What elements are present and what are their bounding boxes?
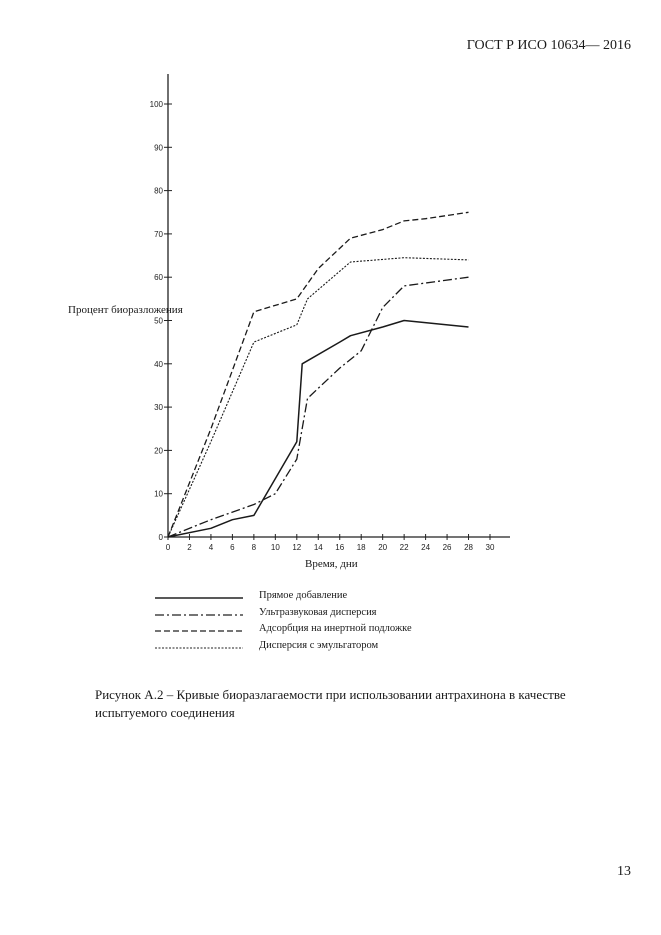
y-tick-label: 50 [154, 316, 163, 326]
y-tick-label: 10 [154, 489, 163, 499]
x-tick-label: 20 [378, 543, 388, 552]
y-tick-label: 20 [154, 446, 163, 456]
x-axis-label: Время, дни [305, 558, 358, 570]
legend-line-sample [155, 593, 243, 603]
x-tick-label: 18 [356, 543, 366, 552]
legend-line-sample [155, 626, 243, 636]
x-tick-label: 16 [335, 543, 345, 552]
legend-entry [155, 590, 475, 607]
x-tick-label: 0 [165, 543, 171, 552]
x-tick-label: 10 [270, 543, 280, 552]
legend-label: Прямое добавление [259, 590, 348, 601]
x-tick-label: 30 [485, 543, 495, 552]
x-tick-label: 4 [208, 543, 214, 552]
chart-legend [155, 590, 475, 656]
document-header: ГОСТ Р ИСО 10634— 2016 [466, 38, 631, 53]
y-tick-label: 0 [158, 533, 163, 542]
y-tick-label: 70 [154, 229, 163, 239]
legend-label: Ультразвуковая дисперсия [259, 606, 377, 618]
chart-axes [150, 74, 510, 552]
legend-label: Дисперсия с эмульгатором [259, 639, 379, 651]
legend-entry [155, 640, 475, 657]
y-tick-label: 90 [154, 143, 163, 153]
x-tick-label: 22 [399, 543, 409, 552]
y-tick-label: 60 [154, 273, 163, 283]
legend-label: Адсорбция на инертной подложке [259, 623, 412, 634]
x-tick-label: 26 [442, 543, 452, 552]
x-tick-label: 24 [421, 543, 431, 552]
x-tick-label: 12 [292, 543, 302, 552]
x-tick-label: 8 [251, 543, 257, 552]
chart-series [168, 212, 469, 537]
x-tick-label: 14 [313, 543, 323, 552]
x-tick-label: 2 [187, 543, 192, 552]
x-tick-label: 6 [230, 543, 235, 552]
figure-caption: Рисунок А.2 – Кривые биоразлагаемости при использовании антрахинона в качестве испытуемого соединения [95, 687, 566, 720]
series-line-solid [168, 321, 469, 538]
y-tick-label: 30 [154, 403, 163, 413]
y-tick-label: 80 [154, 186, 163, 196]
x-tick-label: 28 [464, 543, 473, 552]
series-line-dashed [168, 212, 469, 537]
legend-entry [155, 623, 475, 640]
series-line-dotted [168, 258, 469, 537]
legend-line-sample [155, 610, 243, 620]
series-line-dash-dot [168, 277, 469, 537]
y-tick-label: 100 [149, 100, 163, 109]
legend-line-sample [155, 643, 243, 653]
legend-entry [155, 607, 475, 624]
y-tick-label: 40 [154, 359, 163, 369]
y-axis-label: Процент биоразложения [68, 304, 183, 316]
page-number: 13 [617, 864, 631, 879]
